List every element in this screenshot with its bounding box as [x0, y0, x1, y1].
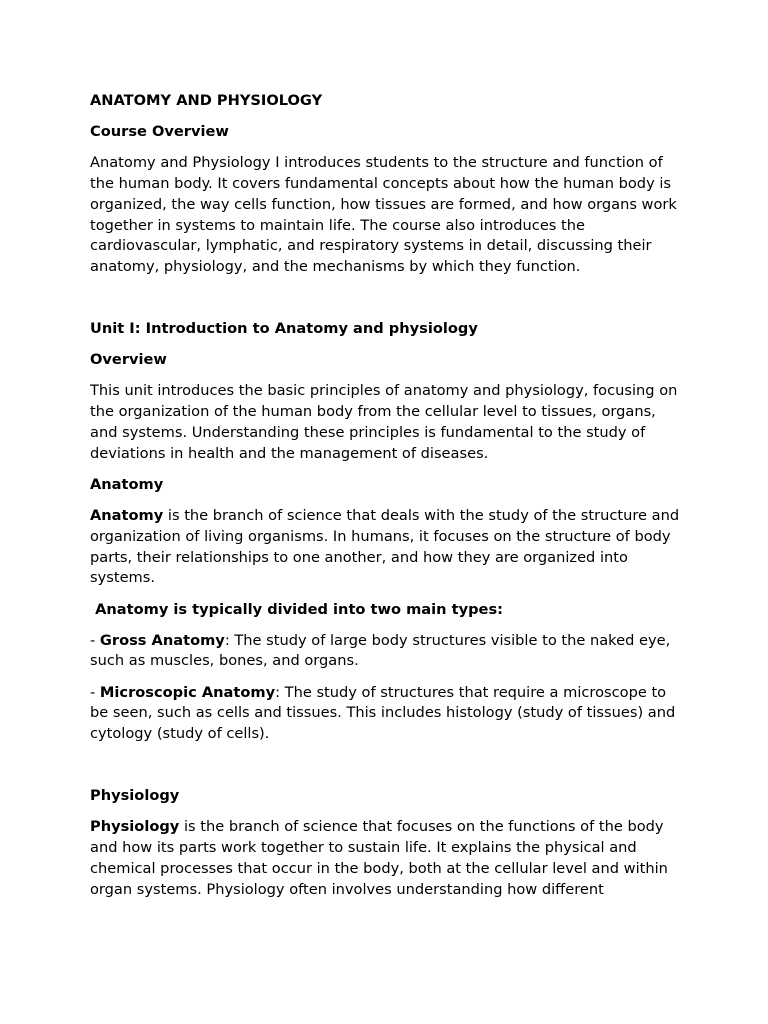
- microscopic-anatomy-definition: : The study of structures that require a microscope to be seen, such as cells and tissues. This includes histology (study of tissues) and cytology (study of cells).: [90, 683, 676, 743]
- physiology-term: Physiology: [90, 818, 180, 836]
- anatomy-definition: is the branch of science that deals with the study of the structure and organization of living organisms. In humans, it focuses on the structure of body parts, their relationships to one another, and how they are organized into systems.: [90, 507, 680, 587]
- overview-paragraph: This unit introduces the basic principles of anatomy and physiology, focusing on the organization of the human body from the cellular level to tissues, organs, and systems. Understanding these principles is fundamental to the study of deviations in health and the management of diseases.: [90, 382, 678, 462]
- physiology-heading: Physiology: [90, 787, 180, 805]
- anatomy-heading: Anatomy: [90, 475, 164, 493]
- physiology-definition: is the branch of science that focuses on the functions of the body and how its parts work together to sustain life. It explains the physical and chemical processes that occur in the body, both at the cellular level and within organ systems. Physiology often involves understanding how different: [90, 818, 668, 898]
- course-overview-paragraph: Anatomy and Physiology I introduces students to the structure and function of the human body. It covers fundamental concepts about how the human body is organized, the way cells function, how tissues are formed, and how organs work together in systems to maintain life. The course also introduces the cardiovascular, lymphatic, and respiratory systems in detail, discussing their anatomy, physiology, and the mechanisms by which they function.: [90, 154, 677, 276]
- list-dash: -: [90, 631, 100, 649]
- physiology-paragraph: [90, 817, 685, 900]
- overview-heading: Overview: [90, 351, 167, 369]
- microscopic-anatomy-item: [90, 683, 685, 745]
- anatomy-term: Anatomy: [90, 507, 164, 525]
- spacer: [90, 288, 685, 319]
- list-dash: -: [90, 683, 100, 701]
- microscopic-anatomy-term: Microscopic Anatomy: [99, 683, 276, 701]
- spacer: [90, 755, 685, 786]
- gross-anatomy-term: Gross Anatomy: [99, 631, 225, 649]
- anatomy-types-heading: [90, 600, 685, 621]
- anatomy-types-heading-text: Anatomy is typically divided into two main types:: [90, 600, 503, 618]
- course-overview-heading: Course Overview: [90, 123, 229, 141]
- unit1-heading: Unit I: Introduction to Anatomy and physiology: [90, 320, 478, 338]
- anatomy-paragraph: [90, 506, 685, 589]
- gross-anatomy-item: [90, 631, 685, 673]
- document-page: [90, 91, 685, 911]
- gross-anatomy-definition: : The study of large body structures visible to the naked eye, such as muscles, bones, and organs.: [90, 631, 671, 670]
- document-title: ANATOMY AND PHYSIOLOGY: [90, 92, 323, 109]
